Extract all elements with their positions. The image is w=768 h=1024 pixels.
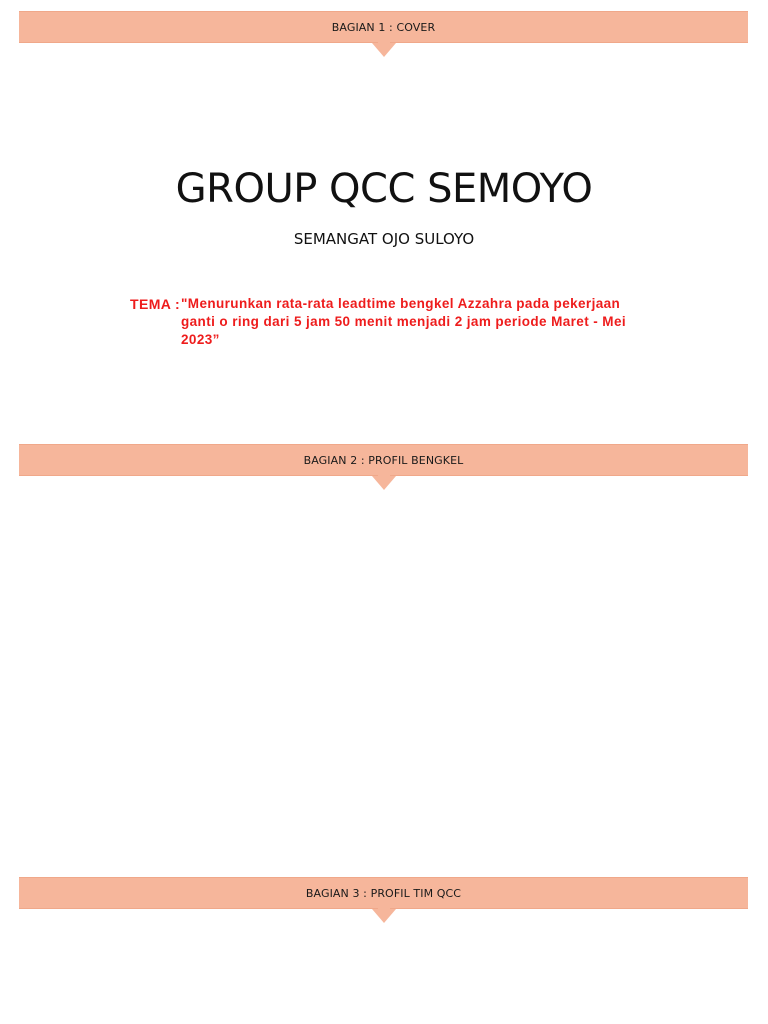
tema-block xyxy=(130,295,650,349)
down-arrow-icon xyxy=(372,43,396,57)
down-arrow-icon xyxy=(372,909,396,923)
section-banner-label: BAGIAN 3 : PROFIL TIM QCC xyxy=(305,886,462,900)
section-banner-profil-tim-qcc xyxy=(19,877,748,909)
tema-text: "Menurunkan rata-rata leadtime bengkel Azzahra pada pekerjaan ganti o ring dari 5 jam 50 menit menjadi 2 jam periode Maret - Mei 2023” xyxy=(181,296,627,347)
down-arrow-icon xyxy=(372,476,396,490)
section-banner-cover xyxy=(19,11,748,43)
cover-subtitle: SEMANGAT OJO SULOYO xyxy=(293,230,475,248)
section-banner-label: BAGIAN 2 : PROFIL BENGKEL xyxy=(303,453,464,467)
section-banner-profil-bengkel xyxy=(19,444,748,476)
section-banner-label: BAGIAN 1 : COVER xyxy=(331,20,436,34)
cover-title: GROUP QCC SEMOYO xyxy=(175,166,593,212)
tema-label: TEMA : xyxy=(130,296,181,312)
